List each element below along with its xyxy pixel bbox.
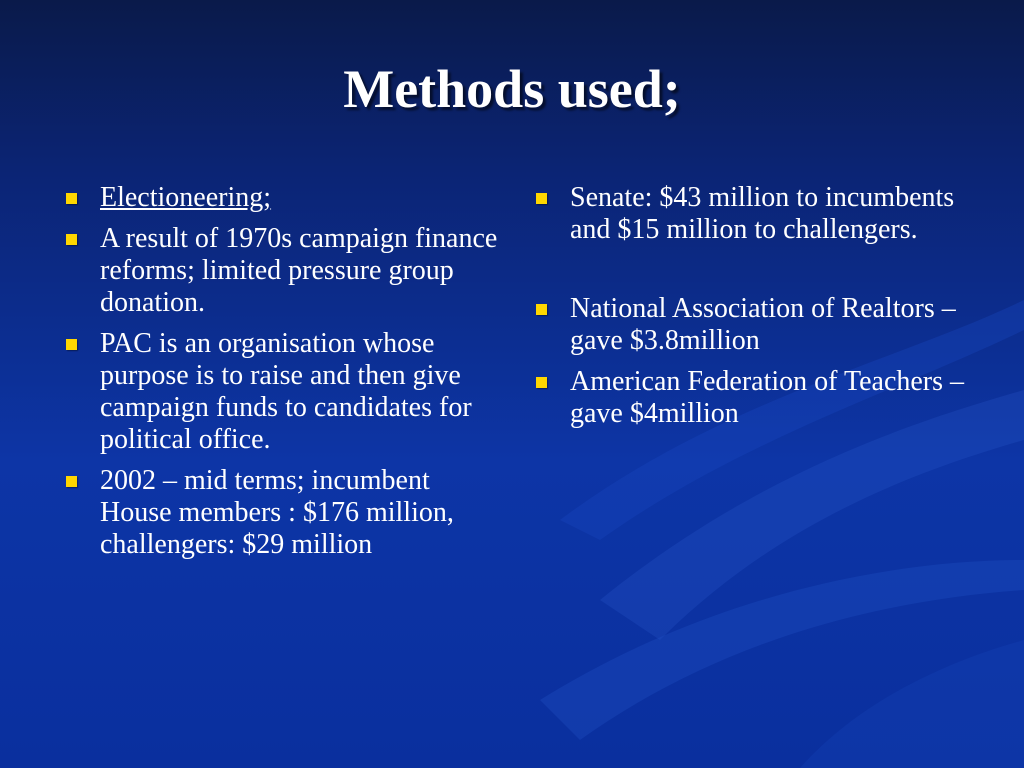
square-bullet-icon — [536, 377, 547, 388]
list-item-text: National Association of Realtors – gave $3.8million — [570, 293, 956, 356]
list-item — [532, 366, 972, 430]
list-item — [62, 465, 502, 561]
slide-title: Methods used; — [343, 59, 681, 119]
square-bullet-icon — [66, 476, 77, 487]
list-item — [62, 182, 502, 214]
left-bullet-list — [62, 182, 502, 570]
square-bullet-icon — [536, 193, 547, 204]
right-bullet-list — [532, 182, 972, 439]
list-item-text: Electioneering; — [100, 182, 272, 213]
list-item-text: American Federation of Teachers – gave $4million — [570, 366, 965, 429]
list-item-text: 2002 – mid terms; incumbent House members : $176 million, challengers: $29 million — [100, 465, 454, 560]
square-bullet-icon — [66, 234, 77, 245]
list-item — [62, 328, 502, 456]
square-bullet-icon — [66, 339, 77, 350]
list-item-text: Senate: $43 million to incumbents and $15 million to challengers. — [570, 182, 955, 245]
list-item — [532, 293, 972, 357]
list-item — [62, 223, 502, 319]
square-bullet-icon — [536, 304, 547, 315]
square-bullet-icon — [66, 193, 77, 204]
list-item-text: PAC is an organisation whose purpose is to raise and then give campaign funds to candidates for political office. — [100, 328, 472, 455]
list-item — [532, 182, 972, 246]
list-item-text: A result of 1970s campaign finance reforms; limited pressure group donation. — [100, 223, 498, 318]
